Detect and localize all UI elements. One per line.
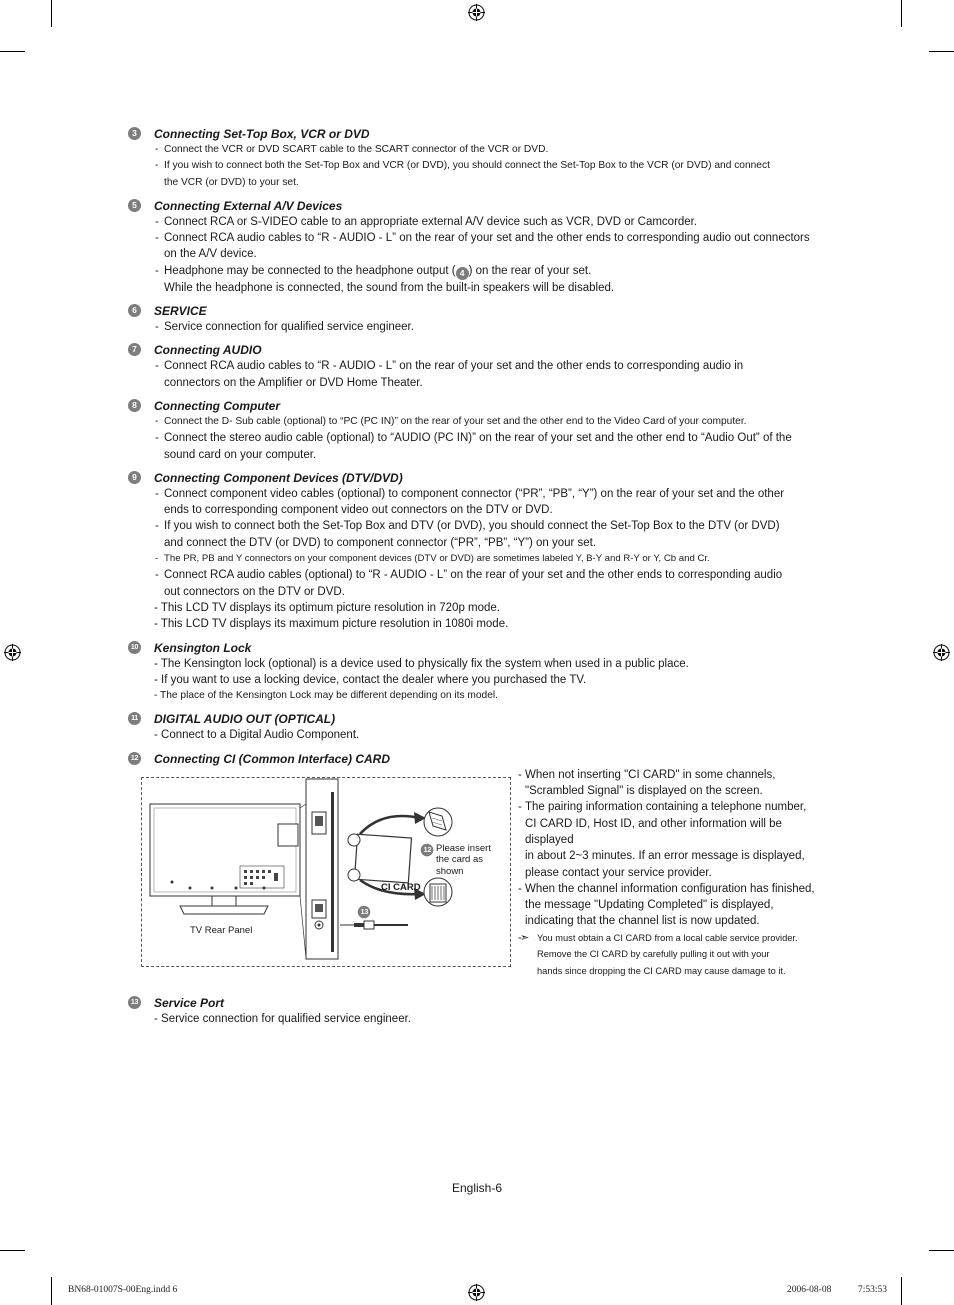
caution-line: You must obtain a CI CARD from a local cable service provider.	[537, 932, 798, 943]
list-item: sound card on your computer.	[164, 448, 317, 461]
list-item-text: ) on the rear of your set.	[468, 264, 592, 277]
list-item: - Connect RCA audio cables to “R - AUDIO - L” on the rear of your set and the other ends to corresponding audio in	[154, 358, 828, 374]
list-item: - Connect the D- Sub cable (optional) to “PC (PC IN)” on the rear of your set and the other end to the Video Card of your computer.	[154, 414, 828, 430]
crop-mark	[929, 1250, 954, 1251]
note-item: - The pairing information containing a telephone number,	[518, 799, 833, 815]
list-item: - If you wish to connect both the Set-Top Box and DTV (or DVD), you should connect the Set-Top Box to the DTV (or DVD)	[154, 518, 828, 534]
caution-note-body	[518, 930, 833, 980]
port-number-badge: 13	[360, 908, 369, 916]
section-number-badge: 11	[128, 712, 141, 725]
list-item: - If you want to use a locking device, contact the dealer where you purchased the TV.	[154, 673, 587, 686]
list-item: - The Kensington lock (optional) is a device used to physically fix the system when used in a public place.	[154, 657, 689, 670]
insert-number-badge: 12	[423, 846, 432, 854]
section-number-badge: 10	[128, 641, 141, 654]
list-item	[154, 263, 828, 280]
section-number-badge: 3	[128, 127, 141, 140]
ci-card-block	[128, 769, 828, 995]
crop-mark	[901, 0, 902, 27]
insert-instruction-line: Please insert	[436, 842, 491, 854]
note-item: - This LCD TV displays its optimum picture resolution in 720p mode.	[154, 601, 501, 614]
section-number-badge: 5	[128, 199, 141, 212]
registration-mark-icon	[468, 4, 485, 21]
caution-line: hands since dropping the CI CARD may cause damage to it.	[537, 966, 786, 977]
list-item: - Service connection for qualified service engineer.	[154, 319, 828, 335]
caution-note	[518, 930, 833, 980]
section-list	[154, 1011, 828, 1027]
section-heading: Connecting External A/V Devices	[154, 198, 343, 213]
section-service	[128, 303, 828, 335]
manual-content	[128, 126, 828, 1034]
section-external-av	[128, 198, 828, 296]
section-list	[154, 319, 828, 335]
insert-instruction-line: the card as	[436, 854, 483, 866]
note-item: - When the channel information configuration has finished,	[518, 881, 833, 897]
list-item: ends to corresponding component video out connectors on the DTV or DVD.	[164, 504, 553, 517]
ci-card-diagram	[141, 777, 511, 967]
section-number-badge: 8	[128, 399, 141, 412]
headphone-number-badge: 4	[456, 267, 469, 280]
crop-mark	[51, 0, 52, 27]
note-item: the message "Updating Completed" is displayed,	[525, 899, 774, 912]
list-item: and connect the DTV (or DVD) to component connector (“PR”, “PB”, “Y”) on your set.	[164, 536, 597, 549]
insert-instruction-line: shown	[436, 865, 464, 877]
registration-mark-icon	[468, 1284, 485, 1301]
section-list	[154, 214, 828, 296]
section-heading: SERVICE	[154, 304, 207, 319]
note-item: indicating that the channel list is now updated.	[525, 915, 760, 928]
section-number-badge: 9	[128, 471, 141, 484]
list-item: - Service connection for qualified service engineer.	[154, 1012, 411, 1025]
list-item: - Connect RCA or S-VIDEO cable to an appropriate external A/V device such as VCR, DVD or Camcorder.	[154, 214, 828, 230]
section-computer	[128, 398, 828, 463]
section-notes	[154, 600, 828, 633]
registration-mark-icon	[933, 644, 950, 661]
section-number-badge: 12	[128, 752, 141, 765]
insert-instruction	[436, 843, 491, 878]
section-heading: Connecting Set-Top Box, VCR or DVD	[154, 127, 370, 141]
section-number-badge: 13	[128, 996, 141, 1009]
list-item: - Connect the stereo audio cable (optional) to “AUDIO (PC IN)” on the rear of your set and the other end to “Audio Out” of the	[154, 430, 828, 446]
list-item: on the A/V device.	[164, 248, 257, 261]
arrow-bullet-icon: - ➣	[520, 931, 530, 944]
list-item: While the headphone is connected, the sound from the built-in speakers will be disabled.	[164, 281, 615, 294]
section-heading: DIGITAL AUDIO OUT (OPTICAL)	[154, 712, 336, 727]
section-kensington	[128, 640, 828, 705]
note-item: in about 2~3 minutes. If an error message is displayed,	[525, 850, 805, 863]
section-list	[154, 142, 828, 191]
section-list	[154, 727, 828, 743]
list-item: connectors on the Amplifier or DVD Home Theater.	[164, 376, 423, 389]
list-item: - Connect to a Digital Audio Component.	[154, 729, 360, 742]
note-item: CI CARD ID, Host ID, and other information will be	[525, 817, 782, 830]
section-heading: Connecting CI (Common Interface) CARD	[154, 751, 391, 766]
section-service-port	[128, 995, 828, 1027]
section-heading: Connecting AUDIO	[154, 343, 262, 358]
slug-date: 2006-08-08	[787, 1285, 832, 1295]
note-item: "Scrambled Signal" is displayed on the screen.	[525, 785, 763, 798]
section-number-badge: 6	[128, 304, 141, 317]
crop-mark	[0, 1250, 25, 1251]
page-number: English-6	[451, 1181, 503, 1195]
slug-filename: BN68-01007S-00Eng.indd 6	[68, 1285, 178, 1295]
crop-mark	[929, 51, 954, 52]
list-item: - The place of the Kensington Lock may be different depending on its model.	[154, 690, 498, 702]
section-ci-card	[128, 751, 828, 995]
section-set-top-box	[128, 126, 828, 191]
note-item: - This LCD TV displays its maximum picture resolution in 1080i mode.	[154, 618, 509, 631]
tv-rear-panel-label: TV Rear Panel	[190, 924, 253, 936]
list-item: - Connect component video cables (optional) to component connector (“PR”, “PB”, “Y”) on the rear of your set and the other	[154, 486, 828, 502]
slug-time: 7:53:53	[858, 1285, 888, 1295]
section-list	[154, 358, 828, 391]
section-number-badge: 7	[128, 343, 141, 356]
section-digital-audio	[128, 711, 828, 743]
ci-card-notes	[518, 767, 833, 980]
section-heading: Kensington Lock	[154, 640, 252, 655]
section-heading: Connecting Component Devices (DTV/DVD)	[154, 470, 403, 485]
caution-line: Remove the CI CARD by carefully pulling it out with your	[537, 949, 770, 960]
section-list	[154, 414, 828, 463]
section-heading: Connecting Computer	[154, 398, 280, 413]
list-item: the VCR (or DVD) to your set.	[164, 176, 299, 188]
list-item: - If you wish to connect both the Set-Top Box and VCR (or DVD), you should connect the Set-Top Box to the VCR (or DVD) and connect	[154, 158, 828, 174]
section-heading: Service Port	[154, 995, 225, 1010]
section-list	[154, 656, 828, 705]
note-item: displayed	[525, 833, 574, 846]
section-audio	[128, 342, 828, 391]
list-item: - The PR, PB and Y connectors on your component devices (DTV or DVD) are sometimes labeled Y, B-Y and R-Y or Y, Cb and Cr.	[154, 551, 828, 567]
list-item: - Connect RCA audio cables (optional) to “R - AUDIO - L” on the rear of your set and the other ends to corresponding audio	[154, 567, 828, 583]
note-item: please contact your service provider.	[525, 866, 712, 879]
section-component	[128, 470, 828, 633]
registration-mark-icon	[4, 644, 21, 661]
list-item-text: Headphone may be connected to the headphone output (	[164, 264, 456, 277]
ci-card-label: CI CARD	[381, 881, 421, 893]
list-item: - Connect RCA audio cables to “R - AUDIO - L” on the rear of your set and the other ends to corresponding audio out connectors	[154, 230, 828, 246]
note-item: - When not inserting "CI CARD" in some channels,	[518, 767, 833, 783]
crop-mark	[51, 1277, 52, 1305]
list-item: - Connect the VCR or DVD SCART cable to the SCART connector of the VCR or DVD.	[154, 142, 828, 158]
crop-mark	[0, 51, 25, 52]
section-list	[154, 486, 828, 600]
list-item: out connectors on the DTV or DVD.	[164, 585, 345, 598]
crop-mark	[901, 1277, 902, 1305]
